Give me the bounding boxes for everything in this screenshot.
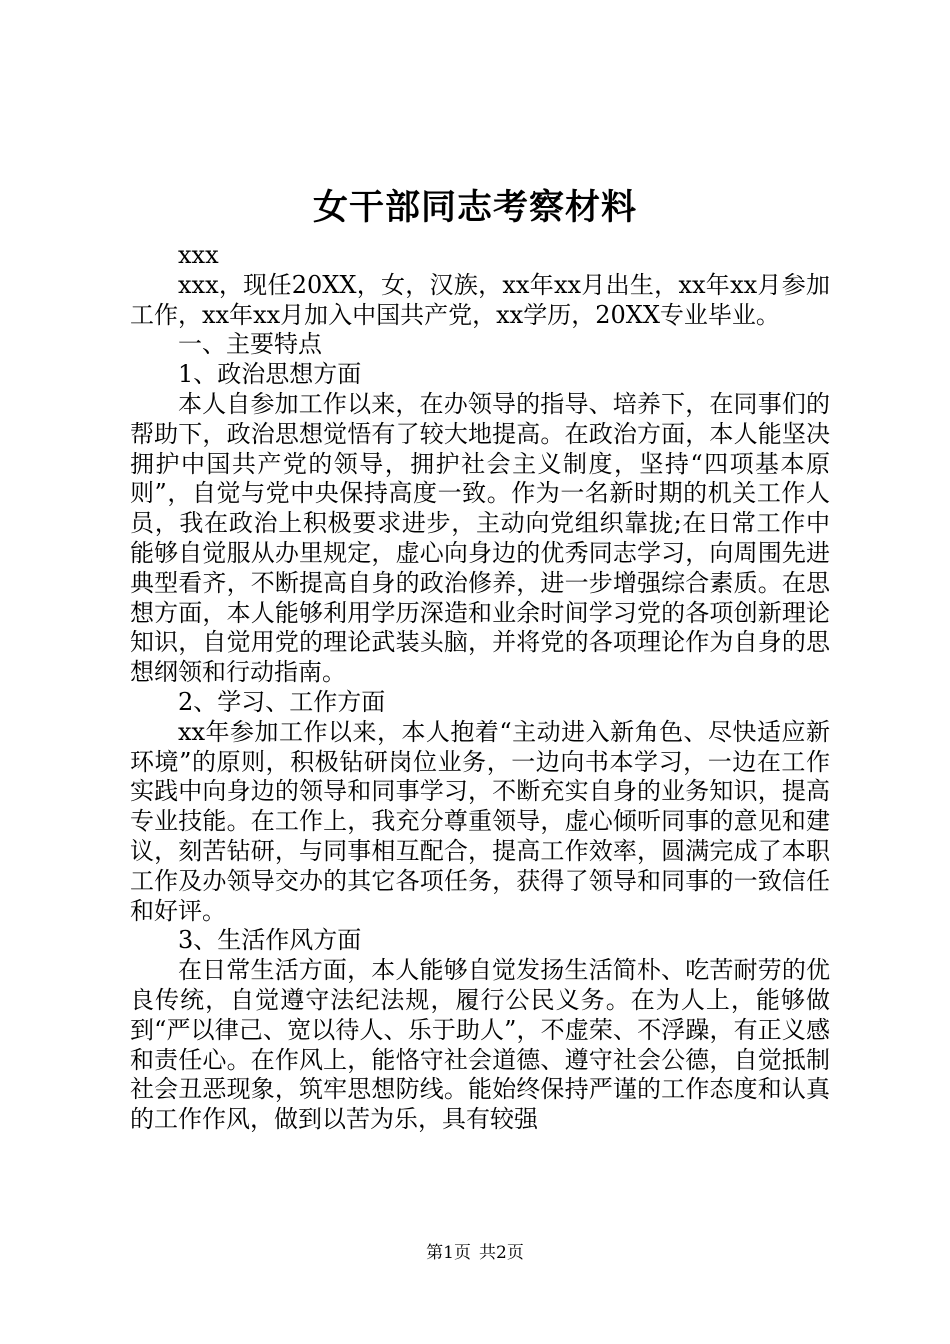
page-footer [0, 1242, 950, 1264]
study-work-paragraph: xx年参加工作以来，本人抱着“主动进入新角色、尽快适应新环境”的原则，积极钻研岗位业务，一边向书本学习，一边在工作实践中向身边的领导和同事学习，不断充实自身的业务知识，提高专业技能。在工作上，我充分尊重领导，虚心倾听同事的意见和建议，刻苦钻研，与同事相互配合，提高工作效率，圆满完成了本职工作及办领导交办的其它各项任务，获得了领导和同事的一致信任和好评。 [130, 717, 830, 925]
document-body [130, 241, 830, 1135]
page-number: 第1页 [426, 1243, 471, 1263]
subsection-heading-life-style: 3、生活作风方面 [178, 926, 362, 955]
document-title: 女干部同志考察材料 [312, 187, 637, 228]
author-line: xxx [178, 241, 219, 269]
section-heading-main-features: 一、主要特点 [178, 330, 322, 359]
subsection-heading-study-work: 2、学习、工作方面 [178, 687, 386, 716]
subsection-heading-political: 1、政治思想方面 [178, 360, 362, 389]
political-paragraph: 本人自参加工作以来，在办领导的指导、培养下，在同事们的帮助下，政治思想觉悟有了较大地提高。在政治方面，本人能坚决拥护中国共产党的领导，拥护社会主义制度，坚持“四项基本原则”，自觉与党中央保持高度一致。作为一名新时期的机关工作人员，我在政治上积极要求进步，主动向党组织靠拢;在日常工作中能够自觉服从办里规定，虚心向身边的优秀同志学习，向周围先进典型看齐，不断提高自身的政治修养，进一步增强综合素质。在思想方面，本人能够利用学历深造和业余时间学习党的各项创新理论知识，自觉用党的理论武装头脑，并将党的各项理论作为自身的思想纲领和行动指南。 [130, 389, 830, 687]
life-style-paragraph: 在日常生活方面，本人能够自觉发扬生活简朴、吃苦耐劳的优良传统，自觉遵守法纪法规，履行公民义务。在为人上，能够做到“严以律己、宽以待人、乐于助人”，不虚荣、不浮躁，有正义感和责任心。在作风上，能恪守社会道德、遵守社会公德，自觉抵制社会丑恶现象，筑牢思想防线。能始终保持严谨的工作态度和认真的工作作风，做到以苦为乐，具有较强 [130, 956, 830, 1134]
page-count: 共2页 [479, 1243, 524, 1263]
profile-paragraph: xxx，现任20XX，女，汉族，xx年xx月出生，xx年xx月参加工作，xx年xx月加入中国共产党，xx学历，20XX专业毕业。 [130, 270, 830, 329]
